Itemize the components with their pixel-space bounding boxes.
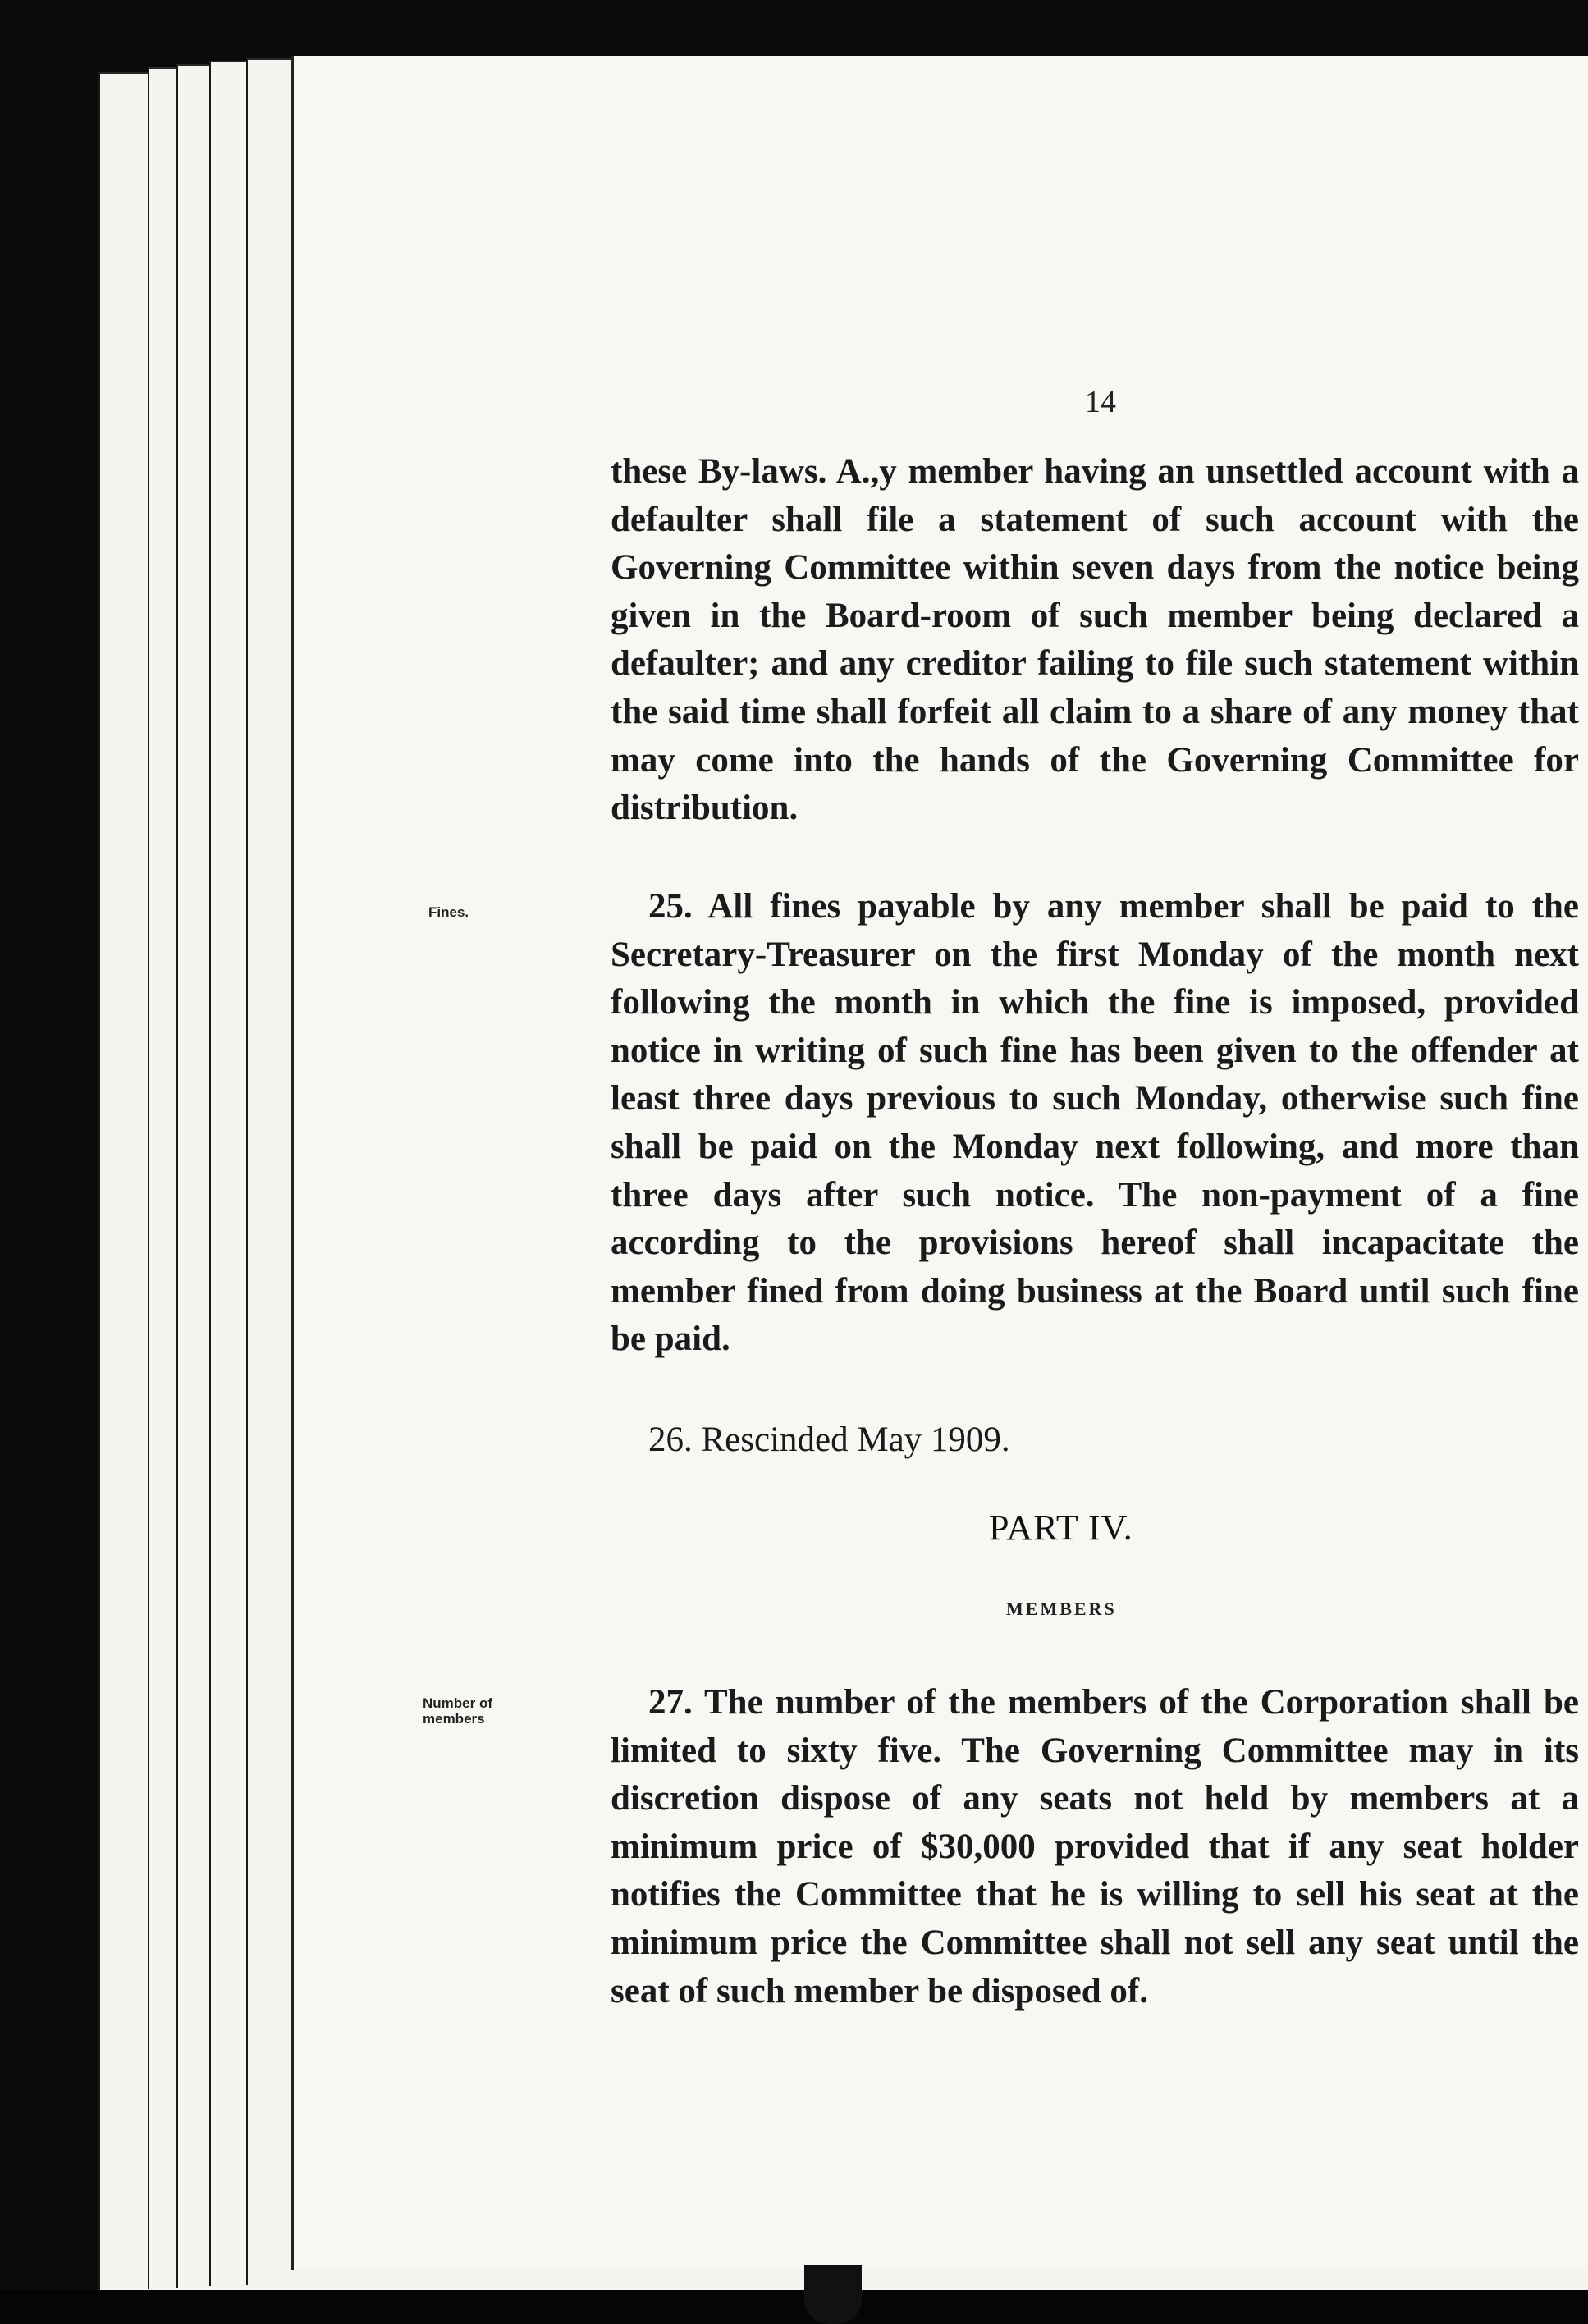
margin-note-members-line1: Number of (423, 1695, 492, 1711)
section-25 (611, 883, 1579, 1364)
margin-note-fines: Fines. (428, 904, 469, 920)
section-heading: MEMBERS (1006, 1599, 1117, 1619)
part-heading-text: PART IV. (989, 1507, 1133, 1548)
page-number: 14 (1085, 385, 1116, 419)
section-26: 26. Rescinded May 1909. (648, 1420, 1010, 1459)
binding-mark (804, 2265, 862, 2324)
scan-bottom-border (0, 2290, 1588, 2324)
margin-note-members-line2: members (423, 1711, 485, 1727)
section-25-text: 25. All fines payable by any member shall be paid to the Secretary-Treasurer on the first Monday of the month next following the month in which the fine is imposed, provided notice in writing of such fine has been given to the offender at least three days previous to such Monday, otherwise such fine shall be paid on the Monday next following, and more than three days after such notice. The non-payment of a fine according to the provisions hereof shall incapacitate the member fined from doing business at the Board until such fine be paid. (611, 887, 1579, 1359)
section-27 (611, 1679, 1579, 2015)
continuation-text: these By-laws. A.,y member having an unsettled account with a defaulter shall file a statement of such account with the Governing Committee within seven days from the notice being given in the Board-room of such member being declared a defaulter; and any creditor failing to file such statement within the said time shall forfeit all claim to a share of any money that may come into the hands of the Governing Committee for distribution. (611, 452, 1579, 828)
continuation-paragraph (611, 448, 1579, 833)
section-27-text: 27. The number of the members of the Corporation shall be limited to sixty five. The Governing Committee may in its discretion dispose of any seats not held by members at a minimum price of $30,000 provided that if any seat holder notifies the Committee that he is willing to sell his seat at the minimum price the Committee shall not sell any seat until the seat of such member be disposed of. (611, 1683, 1579, 2011)
margin-note-members (423, 1695, 492, 1727)
